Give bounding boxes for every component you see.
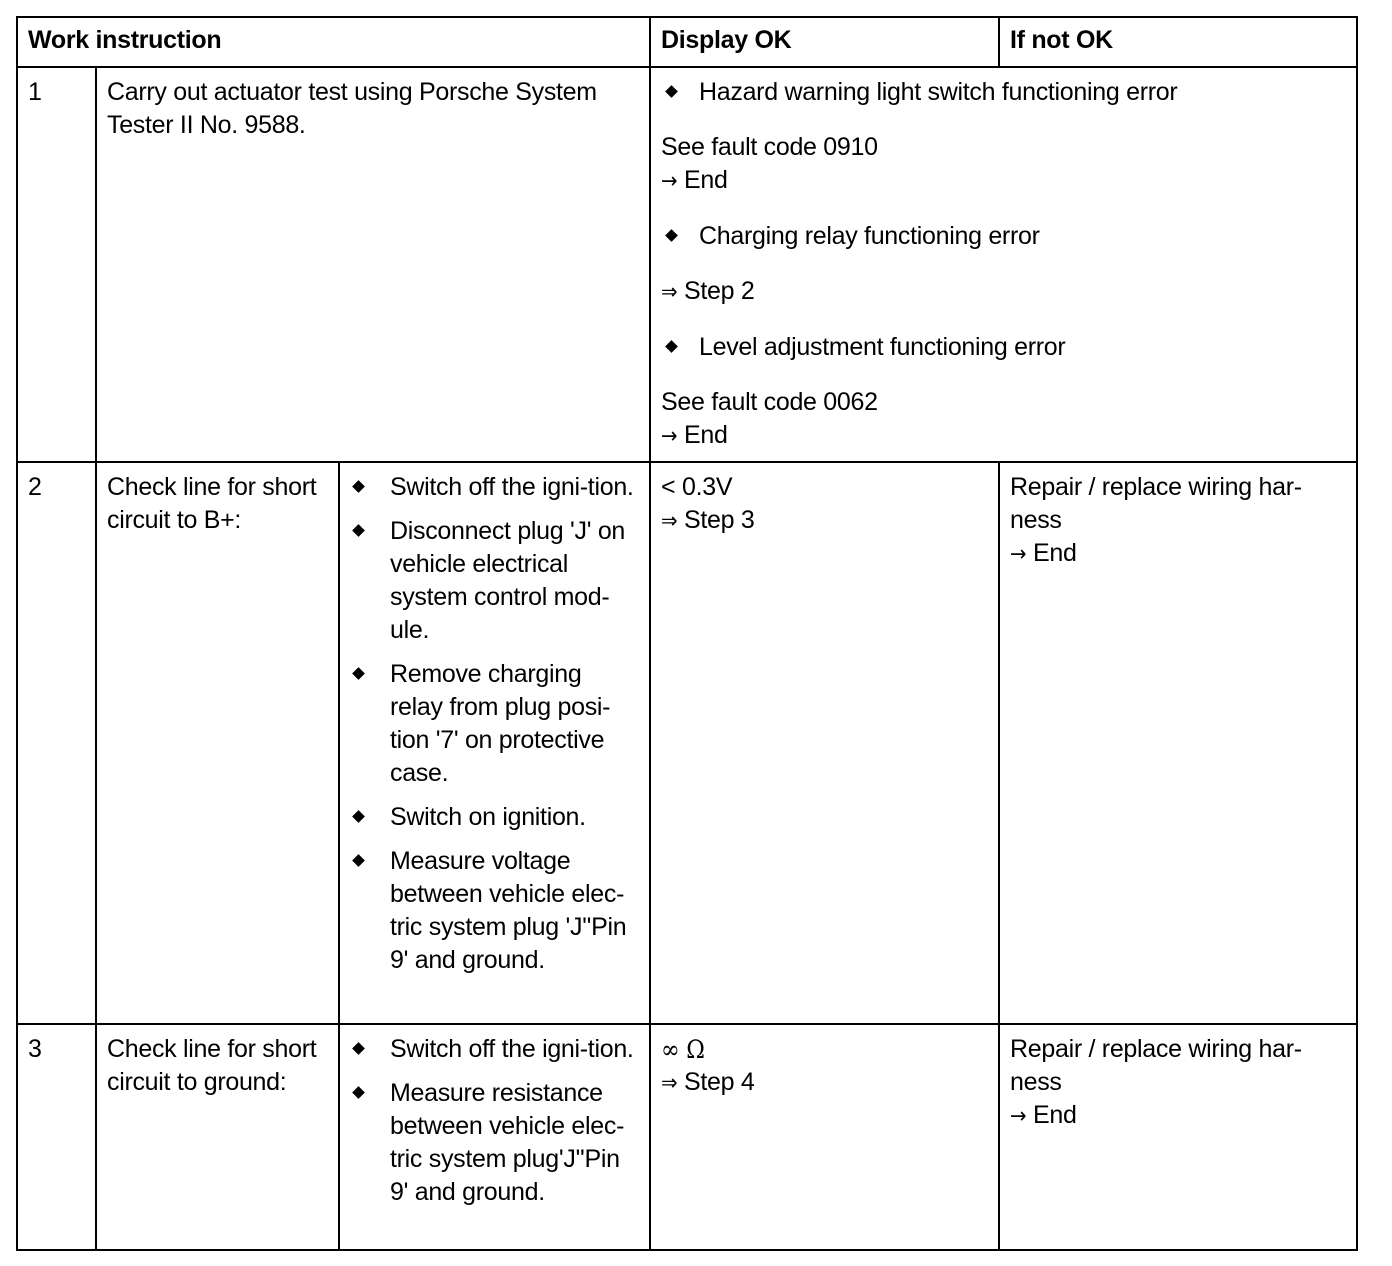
bullet-diamond-icon (352, 810, 365, 823)
right-arrow-icon: → (1010, 1104, 1027, 1129)
instruction-text: Carry out actuator test using Porsche System Tester II No. 9588. (96, 67, 650, 462)
step-number: 3 (17, 1024, 96, 1250)
header-work-instruction: Work instruction (17, 17, 650, 67)
display-value: < 0.3V (661, 473, 733, 501)
right-arrow-icon: → (661, 169, 678, 194)
bullet-diamond-icon (352, 667, 365, 680)
step-number: 1 (17, 67, 96, 462)
double-right-arrow-icon: ⇒ (661, 509, 678, 534)
display-ok-cell (650, 1024, 999, 1250)
not-ok-next: End (1032, 1101, 1077, 1129)
display-item: Charging relay functioning error (661, 220, 1346, 253)
table-row (17, 67, 1357, 462)
list-item: Switch off the igni-tion. (350, 1033, 639, 1066)
bullet-diamond-icon (352, 1042, 365, 1055)
substep-list (350, 1033, 639, 1209)
next-step: Step 3 (683, 506, 755, 534)
work-instruction-table (16, 16, 1358, 1251)
instruction-text: Check line for short circuit to ground: (96, 1024, 339, 1250)
bullet-diamond-icon (665, 229, 678, 242)
if-not-ok-cell (999, 462, 1357, 1024)
list-item: Measure resistance between vehicle elec-tric system plug'J''Pin 9' and ground. (350, 1077, 639, 1209)
table-row (17, 1024, 1357, 1250)
header-display-ok: Display OK (650, 17, 999, 67)
substeps-cell (339, 1024, 650, 1250)
bullet-diamond-icon (352, 480, 365, 493)
not-ok-text: Repair / replace wiring har-ness (1010, 473, 1302, 534)
bullet-diamond-icon (665, 340, 678, 353)
display-item: ⇒ Step 2 (661, 277, 755, 305)
bullet-diamond-icon (665, 85, 678, 98)
list-item: Switch on ignition. (350, 801, 639, 834)
display-value: ∞ Ω (661, 1035, 705, 1064)
if-not-ok-cell (999, 1024, 1357, 1250)
list-item: Measure voltage between vehicle elec-tric system plug 'J''Pin 9' and ground. (350, 845, 639, 977)
header-if-not-ok: If not OK (999, 17, 1357, 67)
display-ok-cell (650, 462, 999, 1024)
display-item: Level adjustment functioning error (661, 331, 1346, 364)
list-item: Remove charging relay from plug posi-tion '7' on protective case. (350, 658, 639, 790)
double-right-arrow-icon: ⇒ (661, 280, 678, 305)
display-item: See fault code 0062 → End (661, 388, 878, 449)
bullet-diamond-icon (352, 854, 365, 867)
bullet-diamond-icon (352, 1086, 365, 1099)
table-header-row (17, 17, 1357, 67)
instruction-text: Check line for short circuit to B+: (96, 462, 339, 1024)
not-ok-text: Repair / replace wiring har-ness (1010, 1035, 1302, 1096)
display-ok-cell (650, 67, 1357, 462)
list-item: Disconnect plug 'J' on vehicle electrical system control mod-ule. (350, 515, 639, 647)
next-step: Step 4 (683, 1068, 755, 1096)
bullet-diamond-icon (352, 524, 365, 537)
substeps-cell (339, 462, 650, 1024)
double-right-arrow-icon: ⇒ (661, 1071, 678, 1096)
right-arrow-icon: → (661, 424, 678, 449)
display-item: See fault code 0910 → End (661, 133, 878, 194)
table-row (17, 462, 1357, 1024)
display-item: Hazard warning light switch functioning error (661, 76, 1346, 109)
step-number: 2 (17, 462, 96, 1024)
list-item: Switch off the igni-tion. (350, 471, 639, 504)
right-arrow-icon: → (1010, 542, 1027, 567)
not-ok-next: End (1032, 539, 1077, 567)
substep-list (350, 471, 639, 977)
